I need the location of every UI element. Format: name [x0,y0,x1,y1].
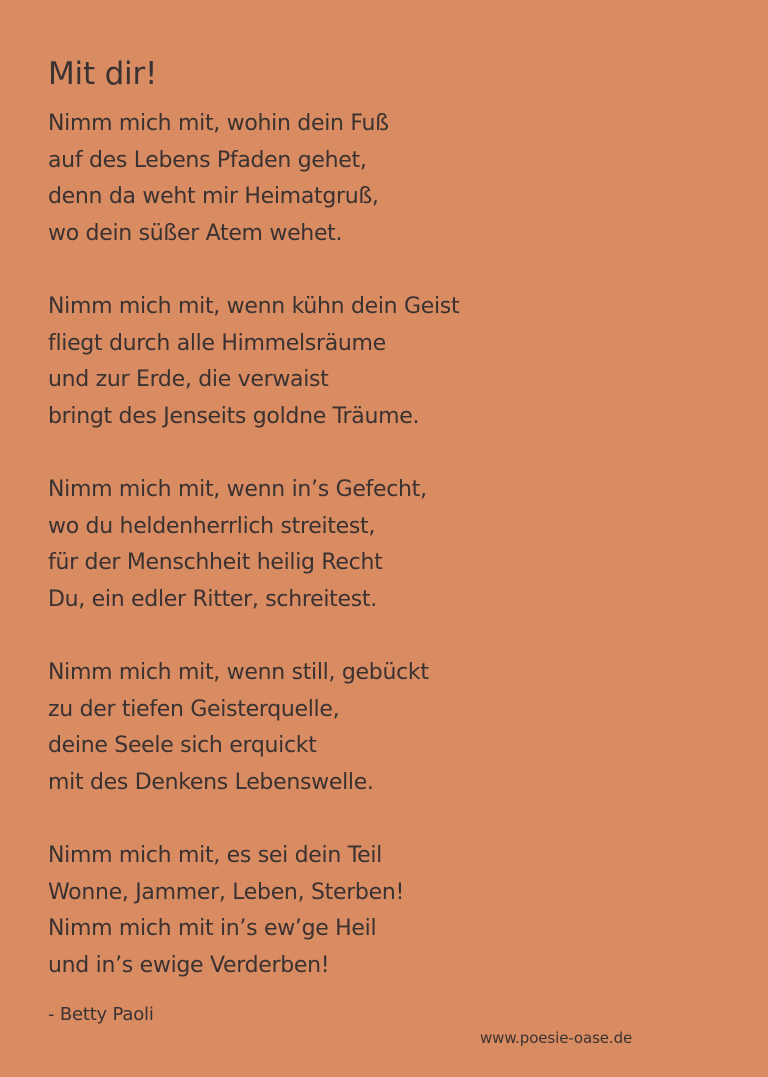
stanza [48,838,728,984]
website-credit: www.poesie-oase.de [480,1029,633,1047]
stanza [48,289,728,435]
stanza [48,655,728,801]
poem-line: Wonne, Jammer, Leben, Sterben! [48,879,404,905]
poem-line: Nimm mich mit, wohin dein Fuß [48,111,389,136]
poem-line: Nimm mich mit in’s ew’ge Heil [48,916,377,941]
poem-line: Nimm mich mit, wenn kühn dein Geist [48,294,460,319]
poem-body [48,106,728,1021]
poem-line: wo dein süßer Atem wehet. [48,220,343,246]
poem-line: deine Seele sich erquickt [48,733,317,758]
poem-line: bringt des Jenseits goldne Träume. [48,403,420,429]
poem-line: denn da weht mir Heimatgruß, [48,184,379,209]
poem-line: Nimm mich mit, wenn in’s Gefecht, [48,477,427,502]
poem-line: zu der tiefen Geisterquelle, [48,696,340,722]
poem-line: und in’s ewige Verderben! [48,952,330,978]
poem-line: und zur Erde, die verwaist [48,367,329,392]
stanza [48,106,728,252]
poem-line: fliegt durch alle Himmelsräume [48,330,386,356]
poem-line: Nimm mich mit, wenn still, gebückt [48,660,429,685]
poem-author: - Betty Paoli [48,1004,154,1025]
poem-line: Du, ein edler Ritter, schreitest. [48,586,377,612]
poem-line: wo du heldenherrlich streitest, [48,513,376,539]
poem-line: auf des Lebens Pfaden gehet, [48,147,367,173]
poem-line: für der Menschheit heilig Recht [48,550,383,575]
poem-line: mit des Denkens Lebenswelle. [48,769,374,795]
stanza [48,472,728,618]
poem-line: Nimm mich mit, es sei dein Teil [48,843,382,868]
poem-title: Mit dir! [48,56,158,92]
